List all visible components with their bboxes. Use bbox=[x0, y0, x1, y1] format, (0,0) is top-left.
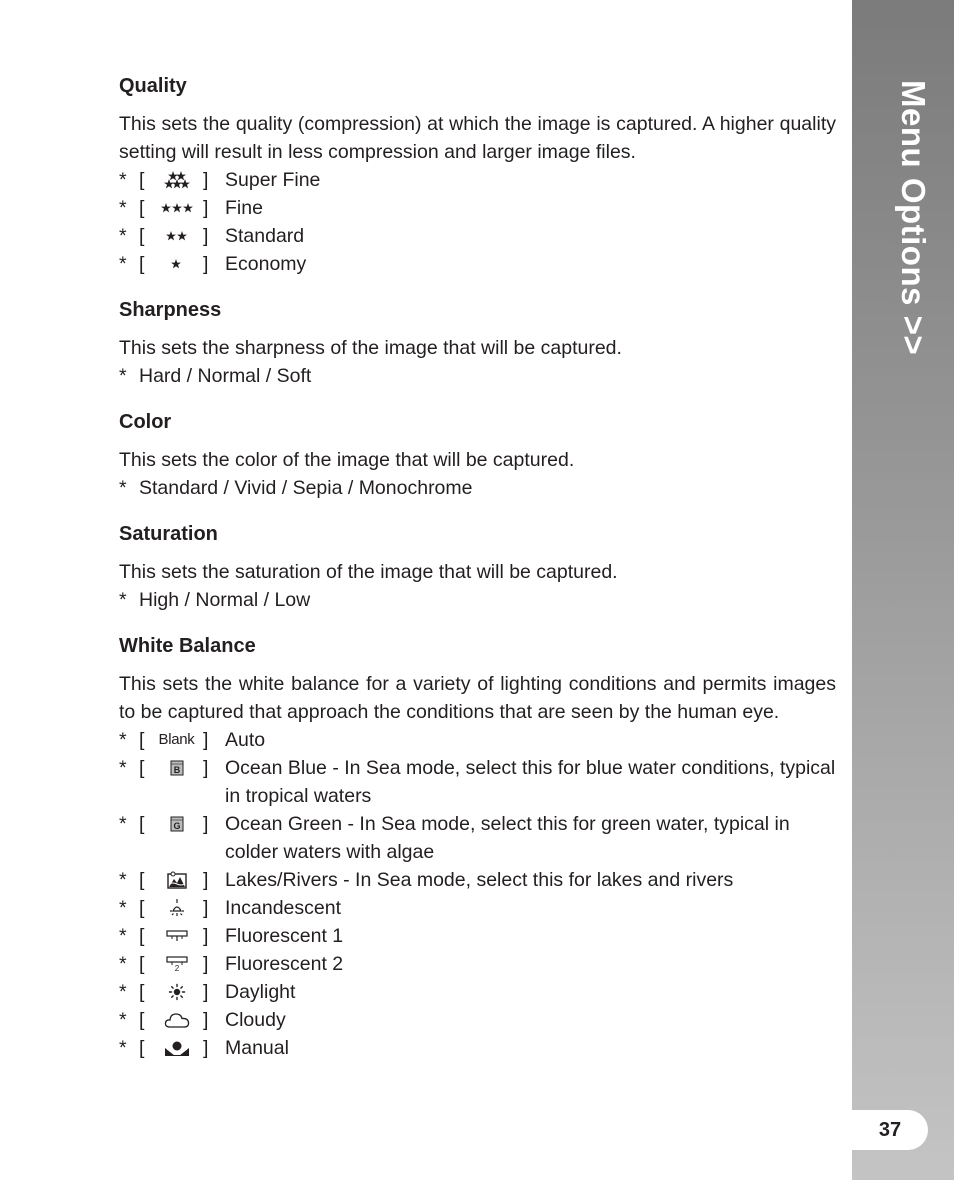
section-description: This sets the saturation of the image that will be captured. bbox=[119, 561, 618, 583]
close-bracket: ] bbox=[203, 197, 209, 219]
open-bracket: [ bbox=[139, 253, 145, 275]
list-item bbox=[119, 166, 836, 194]
option-label: Ocean Green - In Sea mode, select this for green water, typical in colder waters with algae bbox=[225, 813, 790, 863]
fluorescent-2-digit: 2 bbox=[174, 964, 179, 972]
section-heading: Saturation bbox=[119, 523, 218, 545]
section-description: This sets the quality (compression) at which the image is captured. A higher quality setting will result in less compression and larger image files. bbox=[119, 113, 836, 163]
close-bracket: ] bbox=[203, 1037, 209, 1059]
option-label: Auto bbox=[225, 729, 266, 751]
section-heading: Quality bbox=[119, 75, 187, 97]
bullet-mark: * bbox=[119, 897, 127, 919]
list-item bbox=[119, 194, 836, 222]
manual-icon bbox=[153, 1034, 200, 1062]
close-bracket: ] bbox=[203, 925, 209, 947]
bullet-mark: * bbox=[119, 169, 127, 191]
open-bracket: [ bbox=[139, 169, 145, 191]
section-description: This sets the color of the image that will be captured. bbox=[119, 449, 575, 471]
option-values: Standard / Vivid / Sepia / Monochrome bbox=[139, 477, 473, 499]
section-description: This sets the sharpness of the image that will be captured. bbox=[119, 337, 622, 359]
bullet-mark: * bbox=[119, 869, 127, 891]
close-bracket: ] bbox=[203, 981, 209, 1003]
standard-stars-icon bbox=[153, 222, 200, 250]
option-label: Manual bbox=[225, 1037, 289, 1059]
ocean-green-icon bbox=[153, 810, 200, 838]
close-bracket: ] bbox=[203, 953, 209, 975]
list-item bbox=[119, 950, 836, 978]
bullet-mark: * bbox=[119, 981, 127, 1003]
option-label: Ocean Blue - In Sea mode, select this for blue water conditions, typical in tropical waters bbox=[225, 757, 836, 807]
bullet-mark: * bbox=[119, 197, 127, 219]
list-item bbox=[119, 810, 836, 866]
open-bracket: [ bbox=[139, 925, 145, 947]
close-bracket: ] bbox=[203, 869, 209, 891]
list-item bbox=[119, 922, 836, 950]
bullet-mark: * bbox=[119, 925, 127, 947]
close-bracket: ] bbox=[203, 757, 209, 779]
bullet-mark: * bbox=[119, 1037, 127, 1059]
open-bracket: [ bbox=[139, 897, 145, 919]
option-label: Cloudy bbox=[225, 1009, 286, 1031]
option-label: Daylight bbox=[225, 981, 296, 1003]
section-heading: Sharpness bbox=[119, 299, 222, 321]
option-values: High / Normal / Low bbox=[139, 589, 311, 611]
fluorescent-1-icon bbox=[153, 922, 200, 950]
open-bracket: [ bbox=[139, 1037, 145, 1059]
bullet-mark: * bbox=[119, 729, 127, 751]
bullet-mark: * bbox=[119, 225, 127, 247]
ocean-blue-letter: B bbox=[173, 765, 180, 775]
list-item bbox=[119, 474, 836, 502]
close-bracket: ] bbox=[203, 225, 209, 247]
white-balance-section bbox=[119, 632, 836, 1062]
list-item bbox=[119, 222, 836, 250]
list-item bbox=[119, 1006, 836, 1034]
option-label: Fine bbox=[225, 197, 263, 219]
list-item bbox=[119, 1034, 836, 1062]
option-label: Lakes/Rivers - In Sea mode, select this for lakes and rivers bbox=[225, 869, 734, 891]
ocean-blue-icon bbox=[153, 754, 200, 782]
list-item bbox=[119, 586, 836, 614]
fine-stars-icon bbox=[153, 194, 200, 222]
option-label: Fluorescent 1 bbox=[225, 925, 344, 947]
open-bracket: [ bbox=[139, 869, 145, 891]
close-bracket: ] bbox=[203, 1009, 209, 1031]
color-section bbox=[119, 408, 836, 502]
fluorescent-2-icon bbox=[153, 950, 200, 978]
list-item bbox=[119, 726, 836, 754]
saturation-section bbox=[119, 520, 836, 614]
open-bracket: [ bbox=[139, 729, 145, 751]
list-item bbox=[119, 250, 836, 278]
bullet-mark: * bbox=[119, 953, 127, 975]
open-bracket: [ bbox=[139, 1009, 145, 1031]
close-bracket: ] bbox=[203, 729, 209, 751]
list-item bbox=[119, 362, 836, 390]
list-item bbox=[119, 754, 836, 810]
list-item bbox=[119, 894, 836, 922]
open-bracket: [ bbox=[139, 757, 145, 779]
bullet-mark: * bbox=[119, 365, 127, 387]
option-values: Hard / Normal / Soft bbox=[139, 365, 312, 387]
lakes-rivers-icon bbox=[153, 866, 200, 894]
bullet-mark: * bbox=[119, 757, 127, 779]
section-heading: White Balance bbox=[119, 635, 256, 657]
daylight-icon bbox=[153, 978, 200, 1006]
ocean-green-letter: G bbox=[172, 821, 181, 831]
bullet-mark: * bbox=[119, 813, 127, 835]
close-bracket: ] bbox=[203, 169, 209, 191]
section-heading: Color bbox=[119, 411, 172, 433]
incandescent-icon bbox=[153, 894, 200, 922]
side-tab-title: Menu Options >> bbox=[895, 80, 932, 356]
cloudy-icon bbox=[153, 1006, 200, 1034]
bullet-mark: * bbox=[119, 589, 127, 611]
bullet-mark: * bbox=[119, 477, 127, 499]
close-bracket: ] bbox=[203, 813, 209, 835]
option-label: Economy bbox=[225, 253, 307, 275]
section-description: This sets the white balance for a variety of lighting conditions and permits images to be captured that approach the conditions that are seen by the human eye. bbox=[119, 673, 836, 723]
bullet-mark: * bbox=[119, 1009, 127, 1031]
sharpness-section bbox=[119, 296, 836, 390]
quality-section bbox=[119, 72, 836, 278]
super-fine-stars-icon bbox=[153, 166, 200, 194]
list-item bbox=[119, 978, 836, 1006]
page-content bbox=[119, 72, 836, 1080]
page-number: 37 bbox=[852, 1110, 928, 1150]
open-bracket: [ bbox=[139, 813, 145, 835]
option-label: Super Fine bbox=[225, 169, 321, 191]
bullet-mark: * bbox=[119, 253, 127, 275]
close-bracket: ] bbox=[203, 897, 209, 919]
blank-text: Blank bbox=[158, 731, 195, 748]
open-bracket: [ bbox=[139, 197, 145, 219]
blank-label bbox=[153, 726, 200, 754]
option-label: Incandescent bbox=[225, 897, 342, 919]
close-bracket: ] bbox=[203, 253, 209, 275]
option-label: Fluorescent 2 bbox=[225, 953, 344, 975]
open-bracket: [ bbox=[139, 981, 145, 1003]
open-bracket: [ bbox=[139, 953, 145, 975]
economy-star-icon bbox=[153, 250, 200, 278]
list-item bbox=[119, 866, 836, 894]
option-label: Standard bbox=[225, 225, 305, 247]
open-bracket: [ bbox=[139, 225, 145, 247]
